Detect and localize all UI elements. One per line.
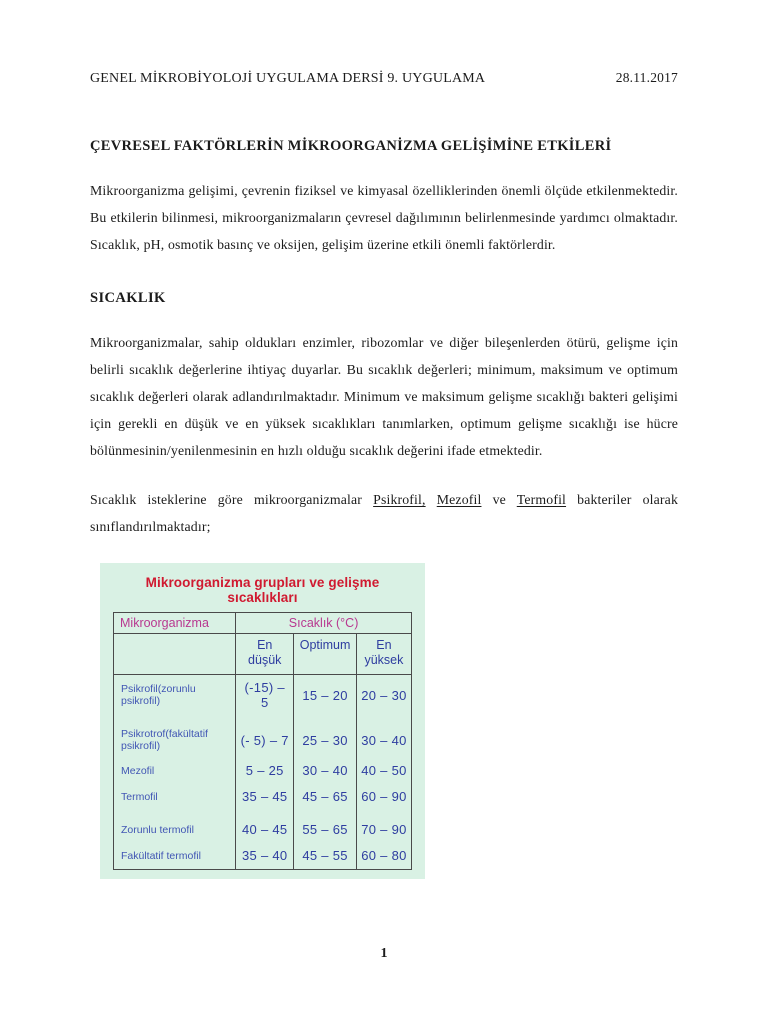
row-label: Fakültatif termofil (114, 843, 236, 870)
col-header-en-yuksek: En yüksek (356, 634, 411, 675)
table-row (114, 810, 412, 843)
document-title: ÇEVRESEL FAKTÖRLERİN MİKROORGANİZMA GELİŞİMİNE ETKİLERİ (90, 138, 612, 154)
min-value-cell: 5 – 25 (245, 763, 284, 778)
min-value-cell: (- 5) – 7 (240, 732, 289, 748)
classification-sep1 (426, 492, 437, 507)
row-label: Psikrotrof(fakültatif psikrofil) (114, 716, 236, 758)
optimum-value-cell: 15 – 20 (294, 675, 357, 717)
temperature-paragraph: Mikroorganizmalar, sahip oldukları enzimler, ribozomlar ve diğer bileşenlerden ötürü, gelişme için belirli sıcaklık değerlerine ihtiyaç duyarlar. Bu sıcaklık değerleri; minimum, maksimum ve optimum sıcaklık değerleri olarak adlandırılmaktadır. Minimum ve maksimum gelişme sıcaklığı bakteri gelişimi için gerekli en düşük ve en yüksek sıcaklıkları tanımlarken, optimum gelişme sıcaklığı ise hücre bölünmesinin/yenilenmesinin en hızlı olduğu sıcaklık değerini ifade etmektedir. (90, 335, 678, 458)
optimum-value-cell: 55 – 65 (294, 810, 357, 843)
max-value-cell: 60 – 90 (361, 789, 407, 804)
table-row (114, 758, 412, 784)
header-course-title: GENEL MİKROBİYOLOJİ UYGULAMA DERSİ 9. UYGULAMA (90, 71, 486, 86)
row-label: Zorunlu termofil (114, 810, 236, 843)
page-number: 1 (380, 946, 388, 961)
document-header (90, 70, 678, 87)
max-value-cell: 30 – 40 (361, 732, 407, 748)
optimum-value-cell: 25 – 30 (294, 716, 357, 758)
col-group-header-sicaklik: Sıcaklık (°C) (236, 613, 412, 634)
table-row (114, 675, 412, 717)
section-heading-sicaklik: SICAKLIK (90, 290, 166, 306)
optimum-value-cell: 45 – 65 (294, 784, 357, 810)
classification-sentence (90, 486, 678, 540)
temperature-table-figure (100, 563, 425, 879)
col-header-en-dusuk: En düşük (236, 634, 294, 675)
table-header-row-subcols (114, 634, 412, 675)
classification-suffix: bakteriler olarak sınıflandırılmaktadır; (90, 492, 678, 534)
optimum-value-cell: 30 – 40 (294, 758, 357, 784)
classification-prefix: Sıcaklık isteklerine göre mikroorganizmalar (90, 492, 374, 507)
row-label: Mezofil (114, 758, 236, 784)
min-value-cell: 40 – 45 (241, 822, 288, 837)
min-value-cell: (-15) – 5 (244, 680, 285, 710)
term-termofil: Termofil (516, 492, 567, 507)
table-row (114, 843, 412, 870)
max-value-cell: 60 – 80 (361, 848, 407, 863)
min-value-cell: 35 – 45 (241, 789, 288, 804)
col-header-spacer (114, 634, 236, 675)
col-header-optimum: Optimum (294, 634, 357, 675)
table-row (114, 784, 412, 810)
max-value-cell: 70 – 90 (361, 822, 407, 837)
table-row (114, 716, 412, 758)
temperature-table (113, 612, 412, 870)
table-title: Mikroorganizma grupları ve gelişme sıcaklıkları (145, 575, 380, 605)
min-value-cell: 35 – 40 (241, 848, 288, 863)
col-header-mikroorganizma: Mikroorganizma (114, 613, 236, 634)
optimum-value-cell: 45 – 55 (294, 843, 357, 870)
max-value-cell: 20 – 30 (361, 687, 407, 703)
table-header-row-groups (114, 613, 412, 634)
max-value-cell: 40 – 50 (361, 763, 407, 778)
row-label: Psikrofil(zorunlu psikrofil) (114, 675, 236, 717)
term-psikrofil: Psikrofil, (373, 492, 426, 507)
classification-sep2: ve (481, 492, 517, 507)
intro-paragraph: Mikroorganizma gelişimi, çevrenin fiziksel ve kimyasal özelliklerinden önemli ölçüde etkilenmektedir. Bu etkilerin bilinmesi, mikroorganizmaların çevresel dağılımının belirlenmesinde yardımcı olmaktadır. Sıcaklık, pH, osmotik basınç ve oksijen, gelişim üzerine etkili önemli faktörlerdir. (90, 183, 678, 252)
header-date: 28.11.2017 (615, 70, 678, 85)
row-label: Termofil (114, 784, 236, 810)
term-mezofil: Mezofil (436, 492, 482, 507)
